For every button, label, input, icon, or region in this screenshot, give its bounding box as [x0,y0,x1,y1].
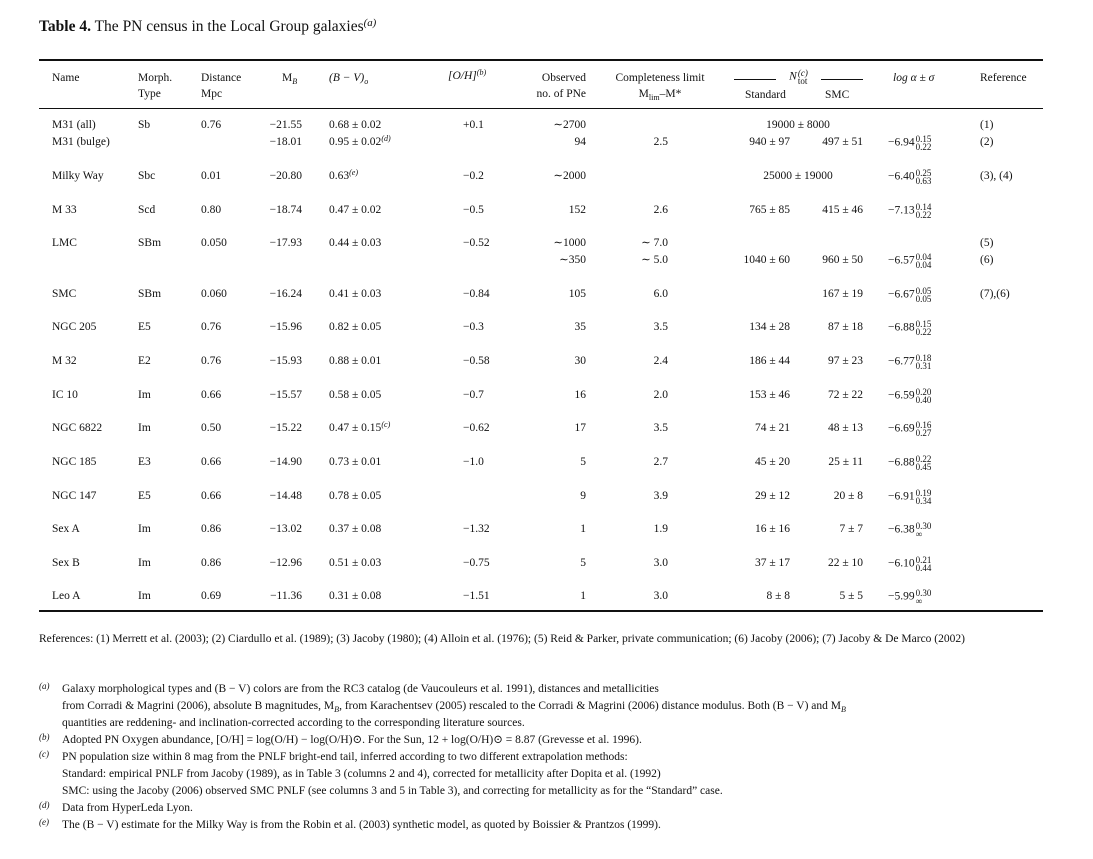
header-observed [500,71,586,101]
footnote-mb-sub: B [841,704,846,714]
cell-log-alpha-errors [916,169,932,185]
cell-completeness: 3.5 [653,422,668,434]
cell-log-alpha-lower: 0.40 [915,395,932,405]
cell-ntot-standard: 45 ± 20 [754,456,790,468]
cell-ntot-smc: 415 ± 46 [822,204,863,216]
cell-distance: 0.66 [201,490,222,502]
cell-ntot-standard: 134 ± 28 [749,321,790,333]
cell-oh: −0.5 [463,204,484,216]
cell-bv: 0.78 ± 0.05 [329,490,382,502]
cell-ntot-standard: 16 ± 16 [754,523,790,535]
header-completeness-line2 [600,87,720,101]
cell-log-alpha: −6.77 0.18 0.31 [888,353,932,371]
cell-log-alpha-errors [916,354,932,370]
cell-name: IC 10 [52,389,78,401]
footnote-mark: (a) [39,681,50,691]
cell-log-alpha-upper: 0.16 [915,420,932,430]
cell-oh: −1.32 [463,523,490,535]
cell-oh: −1.0 [463,456,484,468]
cell-mb: −15.57 [269,389,302,401]
cell-distance: 0.86 [201,557,222,569]
cell-log-alpha-lower: 0.05 [915,294,932,304]
cell-log-alpha-errors [916,421,932,437]
cell-name: NGC 185 [52,456,97,468]
cell-bv: 0.41 ± 0.03 [329,288,382,300]
cell-log-alpha: −6.40 0.25 0.63 [888,168,932,186]
header-observed-line2: no. of PNe [536,88,586,100]
cell-ntot-smc: 960 ± 50 [822,254,863,266]
cell-ntot-smc: 97 ± 23 [827,355,863,367]
cell-observed: 35 [574,321,586,333]
cell-name: M 33 [52,204,77,216]
cell-mb: −15.93 [269,355,302,367]
header-completeness-line1: Completeness limit [615,72,705,84]
cell-observed: ∼1000 [553,237,586,249]
footnote-line: PN population size within 8 mag from the PNLF bright-end tail, inferred according to two different extrapolation methods: [62,751,628,763]
cell-completeness: 3.0 [653,557,668,569]
header-oh [448,69,486,83]
cell-reference: (1) [980,119,994,131]
title-footnote-mark: (a) [363,17,377,30]
header-oh-mark: (b) [476,68,487,78]
footnote-line: Data from HyperLeda Lyon. [62,802,193,814]
header-reference: Reference [980,72,1027,84]
cell-oh: −0.84 [463,288,490,300]
cell-log-alpha-upper: 0.20 [915,387,932,397]
cell-mb: −14.90 [269,456,302,468]
cell-oh: −1.51 [463,590,490,602]
footnote-line: Galaxy morphological types and (B − V) colors are from the RC3 catalog (de Vaucouleurs et al. 1991), distances and metallicities [62,683,659,695]
references-note: References: (1) Merrett et al. (2003); (2) Ciardullo et al. (1989); (3) Jacoby (1980); (4) Alloin et al. (1976); (5) Reid & Parker, private communication; (6) Jacoby (2006); (7) Jacoby & De Marco (2002) [39,633,965,645]
cell-log-alpha-lower: ∞ [915,529,923,539]
header-rule [39,108,1043,109]
table-label: Table 4. [39,18,91,35]
cell-bv: 0.58 ± 0.05 [329,389,382,401]
cell-ntot-smc: 87 ± 18 [827,321,863,333]
cell-oh: −0.3 [463,321,484,333]
cell-completeness: 1.9 [653,523,668,535]
header-ntot-sub: tot [797,76,808,86]
cell-log-alpha-upper: 0.04 [915,252,932,262]
footnote-mb-sub: B [334,704,340,714]
cell-log-alpha-lower: 0.22 [915,210,932,220]
cell-log-alpha: −6.91 0.19 0.34 [888,488,932,506]
header-ntot-mark: (c) [797,68,808,78]
cell-bv: 0.37 ± 0.08 [329,523,382,535]
footnote-mark: (b) [39,732,50,742]
cell-ntot-smc: 167 ± 19 [822,288,863,300]
cell-name: SMC [52,288,77,300]
cell-oh: −0.62 [463,422,490,434]
cell-ntot-standard: 29 ± 12 [754,490,790,502]
cell-reference: (7),(6) [980,288,1010,300]
header-mb [282,71,297,85]
header-oh-symbol: [O/H] [448,70,477,82]
cell-ntot-standard: 765 ± 85 [749,204,790,216]
cell-mb: −17.93 [269,237,302,249]
cell-completeness: 2.5 [653,136,668,148]
cell-distance: 0.66 [201,389,222,401]
cell-name: Sex B [52,557,80,569]
top-rule [39,59,1043,61]
cell-log-alpha: −6.59 0.20 0.40 [888,387,932,405]
cell-bv: 0.31 ± 0.08 [329,590,382,602]
cell-log-alpha: −6.38 0.30 ∞ [888,521,932,539]
footnote-line: The (B − V) estimate for the Milky Way is from the Robin et al. (2003) synthetic model, as quoted by Boissier & Prantzos (1999). [62,819,661,831]
cell-mb: −14.48 [269,490,302,502]
cell-morph-type: E3 [138,456,151,468]
header-mb-sub: B [292,76,298,86]
cell-completeness: 2.7 [653,456,668,468]
cell-name: Sex A [52,523,80,535]
footnote-line: quantities are reddening- and inclination-corrected according to the corresponding literature sources. [62,717,525,729]
cell-reference: (6) [980,254,994,266]
cell-log-alpha-lower: 0.44 [915,563,932,573]
cell-name: M 32 [52,355,77,367]
cell-oh: +0.1 [463,119,484,131]
cell-name: LMC [52,237,77,249]
footnote-mark: (c) [39,749,49,759]
cell-morph-type: Im [138,590,151,602]
cell-observed: 94 [574,136,586,148]
table-caption [39,18,376,36]
cell-distance: 0.86 [201,523,222,535]
cell-distance: 0.060 [201,288,227,300]
header-mb-symbol: M [282,72,293,84]
cell-completeness: 2.6 [653,204,668,216]
cell-observed: 105 [568,288,586,300]
header-distance [201,71,241,101]
cell-bv: 0.82 ± 0.05 [329,321,382,333]
header-morph-line1: Morph. [138,72,173,84]
cell-log-alpha-upper: 0.30 [915,521,932,531]
cell-distance: 0.76 [201,119,222,131]
cell-log-alpha-lower: 0.04 [915,260,932,270]
cell-reference: (3), (4) [980,170,1013,182]
cell-log-alpha-errors [916,203,932,219]
cell-log-alpha-errors [916,253,932,269]
cell-log-alpha-lower: 0.22 [915,327,932,337]
cell-morph-type: Sb [138,119,151,131]
cell-bv: 0.88 ± 0.01 [329,355,382,367]
cell-log-alpha-upper: 0.05 [915,286,932,296]
cell-log-alpha-errors [916,522,932,538]
header-ntot-line-left [734,79,776,80]
cell-log-alpha: −6.69 0.16 0.27 [888,420,932,438]
header-mlim-tail: –M* [659,88,682,100]
cell-log-alpha-errors [916,489,932,505]
header-ntot-scripts [798,69,808,85]
cell-bv: 0.63$^{(e)}$ [329,168,359,182]
cell-observed: ∼350 [559,254,586,266]
cell-completeness: 2.0 [653,389,668,401]
cell-completeness: ∼ 5.0 [641,254,668,266]
cell-mb: −15.22 [269,422,302,434]
cell-ntot-smc: 497 ± 51 [822,136,863,148]
cell-oh: −0.75 [463,557,490,569]
bottom-rule [39,610,1043,612]
cell-log-alpha-upper: 0.15 [915,134,932,144]
header-mlim-sub: lim [648,92,660,102]
cell-mb: −18.01 [269,136,302,148]
cell-log-alpha-lower: ∞ [915,596,923,606]
cell-log-alpha-upper: 0.21 [915,555,932,565]
cell-mb: −15.96 [269,321,302,333]
cell-log-alpha: −7.13 0.14 0.22 [888,202,932,220]
cell-ntot-merged: 19000 ± 8000 [766,119,830,131]
cell-ntot-smc: 5 ± 5 [839,590,863,602]
cell-name: M31 (all) [52,119,96,131]
cell-log-alpha-lower: 0.27 [915,428,932,438]
cell-reference: (2) [980,136,994,148]
cell-mb: −18.74 [269,204,302,216]
cell-mb: −12.96 [269,557,302,569]
cell-observed: ∼2000 [553,170,586,182]
cell-oh: −0.2 [463,170,484,182]
cell-morph-type: Im [138,389,151,401]
header-log-alpha-text: log α ± σ [893,72,935,84]
cell-bv: 0.68 ± 0.02 [329,119,382,131]
cell-log-alpha-lower: 0.45 [915,462,932,472]
cell-observed: 5 [580,557,586,569]
cell-observed: 16 [574,389,586,401]
cell-name: NGC 6822 [52,422,103,434]
cell-morph-type: SBm [138,237,162,249]
cell-log-alpha-upper: 0.25 [915,168,932,178]
cell-log-alpha: −6.88 0.15 0.22 [888,319,932,337]
cell-log-alpha: −6.94 0.15 0.22 [888,134,932,152]
cell-observed: 17 [574,422,586,434]
cell-distance: 0.050 [201,237,227,249]
cell-name: NGC 147 [52,490,97,502]
cell-mb: −21.55 [269,119,302,131]
cell-oh: −0.7 [463,389,484,401]
cell-distance: 0.76 [201,355,222,367]
cell-observed: 30 [574,355,586,367]
cell-observed: 1 [580,590,586,602]
cell-distance: 0.80 [201,204,222,216]
cell-log-alpha: −6.57 0.04 0.04 [888,252,932,270]
cell-bv: $0.47 \pm 0.15^{(c)}$ [329,420,391,434]
cell-bv: 0.51 ± 0.03 [329,557,382,569]
header-bv [329,71,368,85]
cell-morph-type: E2 [138,355,151,367]
header-name: Name [52,72,80,84]
cell-log-alpha-errors [916,135,932,151]
cell-log-alpha-upper: 0.30 [915,588,932,598]
cell-observed: 1 [580,523,586,535]
cell-ntot-standard: 1040 ± 60 [743,254,790,266]
cell-oh: −0.58 [463,355,490,367]
header-standard: Standard [745,89,786,101]
footnote-line: from Corradi & Magrini (2006), absolute B magnitudes, $M_B$, from Karachentsev (2005) rescaled to the Corradi & Magrini (2006) distance modulus. Both (B − V) and $M_B$ [62,700,846,714]
cell-name: NGC 205 [52,321,97,333]
header-bv-sub: o [364,76,369,86]
cell-log-alpha: −6.67 0.05 0.05 [888,286,932,304]
header-distance-line2: Mpc [201,88,223,100]
header-ntot-symbol: N [789,70,797,83]
cell-ntot-smc: 22 ± 10 [827,557,863,569]
cell-distance: 0.50 [201,422,222,434]
cell-oh: −0.52 [463,237,490,249]
cell-log-alpha-errors [916,589,932,605]
cell-morph-type: Sbc [138,170,156,182]
cell-morph-type: Im [138,422,151,434]
cell-log-alpha-upper: 0.22 [915,454,932,464]
cell-bv: 0.47 ± 0.02 [329,204,382,216]
cell-name: Milky Way [52,170,104,182]
cell-log-alpha: −6.10 0.21 0.44 [888,555,932,573]
footnote-line: Adopted PN Oxygen abundance, [O/H] = log(O/H) − log(O/H)⊙. For the Sun, 12 + log(O/H)⊙ = 8.87 (Grevesse et al. 1996). [62,734,642,746]
footnote-mark: (e) [39,817,49,827]
cell-ntot-standard: 186 ± 44 [749,355,790,367]
cell-bv: $0.95 \pm 0.02^{(d)}$ [329,134,391,148]
cell-log-alpha-errors [916,287,932,303]
header-morph-type [138,71,172,101]
cell-mb: −11.36 [270,590,302,602]
cell-log-alpha-errors [916,320,932,336]
header-mlim-symbol: M [638,88,649,100]
cell-observed: 9 [580,490,586,502]
cell-bv: 0.44 ± 0.03 [329,237,382,249]
cell-bv-footnote-mark: (d) [381,134,391,144]
cell-distance: 0.76 [201,321,222,333]
cell-log-alpha-upper: 0.14 [915,202,932,212]
cell-ntot-merged: 25000 ± 19000 [763,170,833,182]
footnote-mark: (d) [39,800,50,810]
cell-reference: (5) [980,237,994,249]
cell-observed: 152 [568,204,586,216]
cell-mb: −16.24 [269,288,302,300]
cell-distance: 0.01 [201,170,222,182]
cell-ntot-smc: 48 ± 13 [827,422,863,434]
cell-ntot-smc: 20 ± 8 [833,490,863,502]
cell-log-alpha: −6.88 0.22 0.45 [888,454,932,472]
cell-distance: 0.69 [201,590,222,602]
header-morph-line2: Type [138,88,161,100]
cell-completeness: 6.0 [653,288,668,300]
cell-log-alpha-lower: 0.63 [915,176,932,186]
cell-log-alpha: −5.99 0.30 ∞ [888,588,932,606]
header-distance-line1: Distance [201,72,242,84]
cell-completeness: 3.5 [653,321,668,333]
cell-morph-type: Im [138,557,151,569]
cell-distance: 0.66 [201,456,222,468]
cell-completeness: 2.4 [653,355,668,367]
cell-ntot-standard: 940 ± 97 [749,136,790,148]
cell-ntot-standard: 37 ± 17 [754,557,790,569]
cell-log-alpha-upper: 0.15 [915,319,932,329]
cell-bv-footnote-mark: (e) [349,168,359,178]
header-ntot [776,69,821,85]
cell-log-alpha-lower: 0.31 [915,361,932,371]
header-bv-symbol: (B − V) [329,72,365,84]
header-smc: SMC [825,89,850,101]
cell-log-alpha-errors [916,455,932,471]
cell-ntot-standard: 153 ± 46 [749,389,790,401]
cell-ntot-standard: 8 ± 8 [766,590,790,602]
cell-ntot-standard: 74 ± 21 [754,422,790,434]
cell-observed: ∼2700 [553,119,586,131]
cell-log-alpha-lower: 0.34 [915,496,932,506]
footnote-line: SMC: using the Jacoby (2006) observed SMC PNLF (see columns 3 and 5 in Table 3), and correcting for metallicity as for the “Standard” case. [62,785,723,797]
cell-morph-type: E5 [138,321,151,333]
cell-ntot-smc: 72 ± 22 [827,389,863,401]
cell-log-alpha-errors [916,388,932,404]
cell-name: M31 (bulge) [52,136,110,148]
cell-morph-type: Scd [138,204,156,216]
header-ntot-line-right [821,79,863,80]
table-title: The PN census in the Local Group galaxies [94,18,364,35]
cell-mb: −13.02 [269,523,302,535]
header-completeness [600,71,720,101]
cell-bv: 0.73 ± 0.01 [329,456,382,468]
cell-morph-type: Im [138,523,151,535]
cell-observed: 5 [580,456,586,468]
cell-log-alpha-upper: 0.19 [915,488,932,498]
cell-completeness: 3.0 [653,590,668,602]
cell-log-alpha-errors [916,556,932,572]
header-log-alpha [893,71,934,85]
cell-morph-type: SBm [138,288,162,300]
cell-completeness: 3.9 [653,490,668,502]
cell-bv-footnote-mark: (c) [381,420,391,430]
cell-mb: −20.80 [269,170,302,182]
cell-ntot-smc: 7 ± 7 [839,523,863,535]
cell-morph-type: E5 [138,490,151,502]
cell-ntot-smc: 25 ± 11 [828,456,863,468]
cell-log-alpha-lower: 0.22 [915,142,932,152]
header-observed-line1: Observed [541,72,586,84]
cell-log-alpha-upper: 0.18 [915,353,932,363]
footnote-line: Standard: empirical PNLF from Jacoby (1989), as in Table 3 (columns 2 and 4), corrected for metallicity after Dopita et al. (1992) [62,768,661,780]
cell-completeness: ∼ 7.0 [641,237,668,249]
cell-name: Leo A [52,590,81,602]
